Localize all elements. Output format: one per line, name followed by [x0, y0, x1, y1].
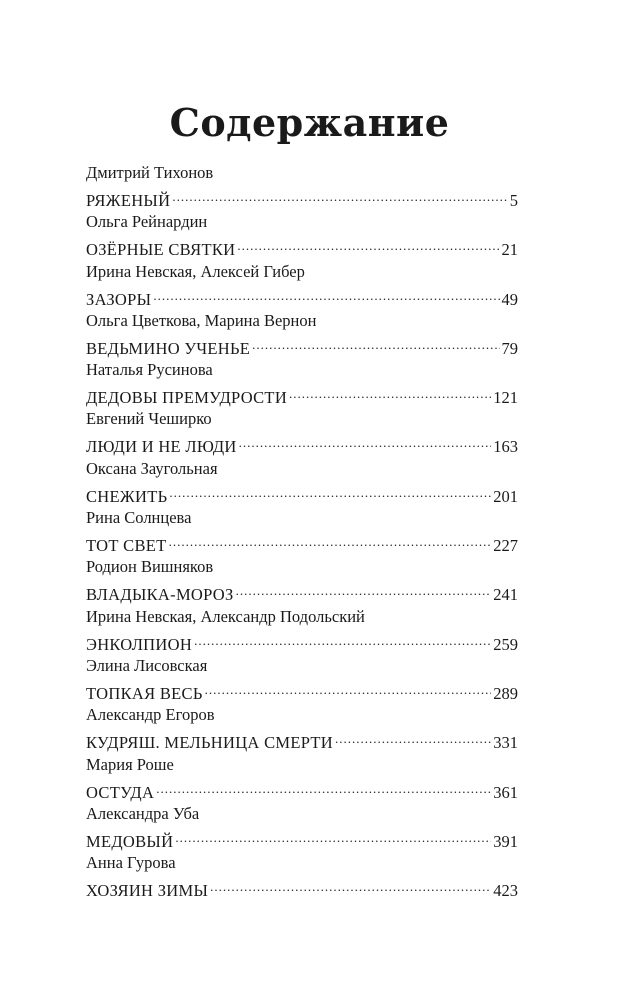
toc-entry[interactable]	[86, 458, 518, 507]
toc-story-title[interactable]: ХОЗЯИН ЗИМЫ	[86, 881, 209, 901]
toc-story-title[interactable]: ЭНКОЛПИОН	[86, 634, 193, 654]
toc-page-number: 241	[493, 585, 518, 605]
toc-line	[86, 825, 518, 851]
toc-entry[interactable]	[86, 310, 518, 359]
toc-page-number: 361	[493, 782, 518, 802]
toc-line	[86, 628, 518, 654]
toc-story-title[interactable]: ЛЮДИ И НЕ ЛЮДИ	[86, 437, 237, 457]
toc-leader-dots	[236, 578, 492, 600]
toc-page-number: 163	[493, 437, 518, 457]
toc-author: Рина Солнцева	[86, 508, 192, 528]
toc-line	[86, 776, 518, 802]
toc-story-title[interactable]: КУДРЯШ. МЕЛЬНИЦА СМЕРТИ	[86, 733, 333, 753]
toc-page-number: 201	[493, 486, 518, 506]
toc-entry[interactable]	[86, 754, 518, 803]
toc-leader-dots	[252, 332, 499, 354]
toc-entry[interactable]	[86, 408, 518, 457]
toc-story-title[interactable]: ОСТУДА	[86, 782, 155, 802]
toc-story-title[interactable]: СНЕЖИТЬ	[86, 486, 168, 506]
toc-entry[interactable]	[86, 704, 518, 753]
toc-page-number: 49	[501, 289, 518, 309]
toc-line	[86, 529, 518, 556]
toc-author: Александра Уба	[86, 803, 200, 823]
toc-entry[interactable]	[86, 507, 518, 556]
toc-author: Анна Гурова	[86, 853, 176, 873]
toc-author: Мария Роше	[86, 754, 174, 774]
toc-page-number: 121	[493, 388, 518, 408]
toc-entry[interactable]	[86, 606, 518, 655]
toc-line	[86, 184, 518, 210]
toc-page-number: 227	[493, 536, 518, 556]
toc-entry[interactable]	[86, 655, 518, 704]
toc-story-title[interactable]: МЕДОВЫЙ	[86, 831, 174, 851]
toc-leader-dots	[205, 677, 492, 699]
toc-leader-dots	[156, 776, 491, 798]
toc-line	[86, 381, 518, 408]
toc-leader-dots	[175, 825, 491, 847]
toc-story-title[interactable]: ВЛАДЫКА-МОРОЗ	[86, 585, 234, 605]
toc-page-number: 423	[493, 881, 518, 901]
toc-leader-dots	[172, 184, 507, 206]
toc-line	[86, 430, 518, 457]
toc-leader-dots	[169, 480, 491, 502]
toc-line	[86, 233, 518, 260]
toc-line	[86, 332, 518, 358]
toc-leader-dots	[169, 529, 492, 551]
toc-story-title[interactable]: ЗАЗОРЫ	[86, 289, 152, 309]
toc-page-number: 21	[501, 240, 518, 260]
toc-author: Дмитрий Тихонов	[86, 163, 214, 182]
toc-line	[86, 677, 518, 703]
toc-author: Ирина Невская, Александр Подольский	[86, 606, 365, 626]
toc-entry[interactable]	[86, 211, 518, 260]
toc-entry[interactable]	[86, 556, 518, 605]
toc-page-number: 259	[493, 634, 518, 654]
toc-page-number: 289	[493, 683, 518, 703]
toc-leader-dots	[239, 430, 492, 452]
toc-author: Александр Егоров	[86, 705, 215, 725]
toc-page-number: 331	[493, 733, 518, 753]
toc-author: Евгений Чеширко	[86, 409, 212, 429]
toc-entry[interactable]	[86, 852, 518, 901]
toc-leader-dots	[335, 726, 491, 748]
toc-entry[interactable]	[86, 162, 518, 211]
toc-author: Ольга Рейнардин	[86, 212, 208, 232]
toc-leader-dots	[153, 283, 499, 305]
toc-page-number: 5	[509, 191, 518, 210]
toc-story-title[interactable]: ТОТ СВЕТ	[86, 536, 167, 556]
toc-leader-dots	[210, 874, 491, 896]
toc-page-number: 391	[493, 831, 518, 851]
toc-entry[interactable]	[86, 359, 518, 408]
toc-line	[86, 726, 518, 753]
toc-leader-dots	[289, 381, 491, 403]
toc-author: Оксана Заугольная	[86, 458, 218, 478]
toc-line	[86, 578, 518, 605]
toc-story-title[interactable]: ОЗЁРНЫЕ СВЯТКИ	[86, 240, 236, 260]
toc-line	[86, 874, 518, 901]
toc-leader-dots	[194, 628, 491, 650]
toc-entry[interactable]	[86, 803, 518, 852]
toc-author: Наталья Русинова	[86, 360, 213, 380]
toc-author: Ольга Цветкова, Марина Вернон	[86, 310, 317, 330]
toc-line	[86, 283, 518, 309]
toc-page-number: 79	[501, 338, 518, 358]
toc-story-title[interactable]: ТОПКАЯ ВЕСЬ	[86, 683, 203, 703]
toc-story-title[interactable]: ДЕДОВЫ ПРЕМУДРОСТИ	[86, 388, 288, 408]
toc-line	[86, 480, 518, 506]
toc-story-title[interactable]: РЯЖЕНЫЙ	[86, 191, 171, 210]
page-title: Содержание	[169, 100, 450, 145]
toc-story-title[interactable]: ВЕДЬМИНО УЧЕНЬЕ	[86, 338, 251, 358]
toc-author: Ирина Невская, Алексей Гибер	[86, 261, 305, 281]
toc-author: Родион Вишняков	[86, 557, 214, 577]
toc-leader-dots	[237, 233, 499, 255]
toc-author: Элина Лисовская	[86, 655, 208, 675]
table-of-contents	[86, 162, 518, 901]
toc-entry[interactable]	[86, 261, 518, 310]
